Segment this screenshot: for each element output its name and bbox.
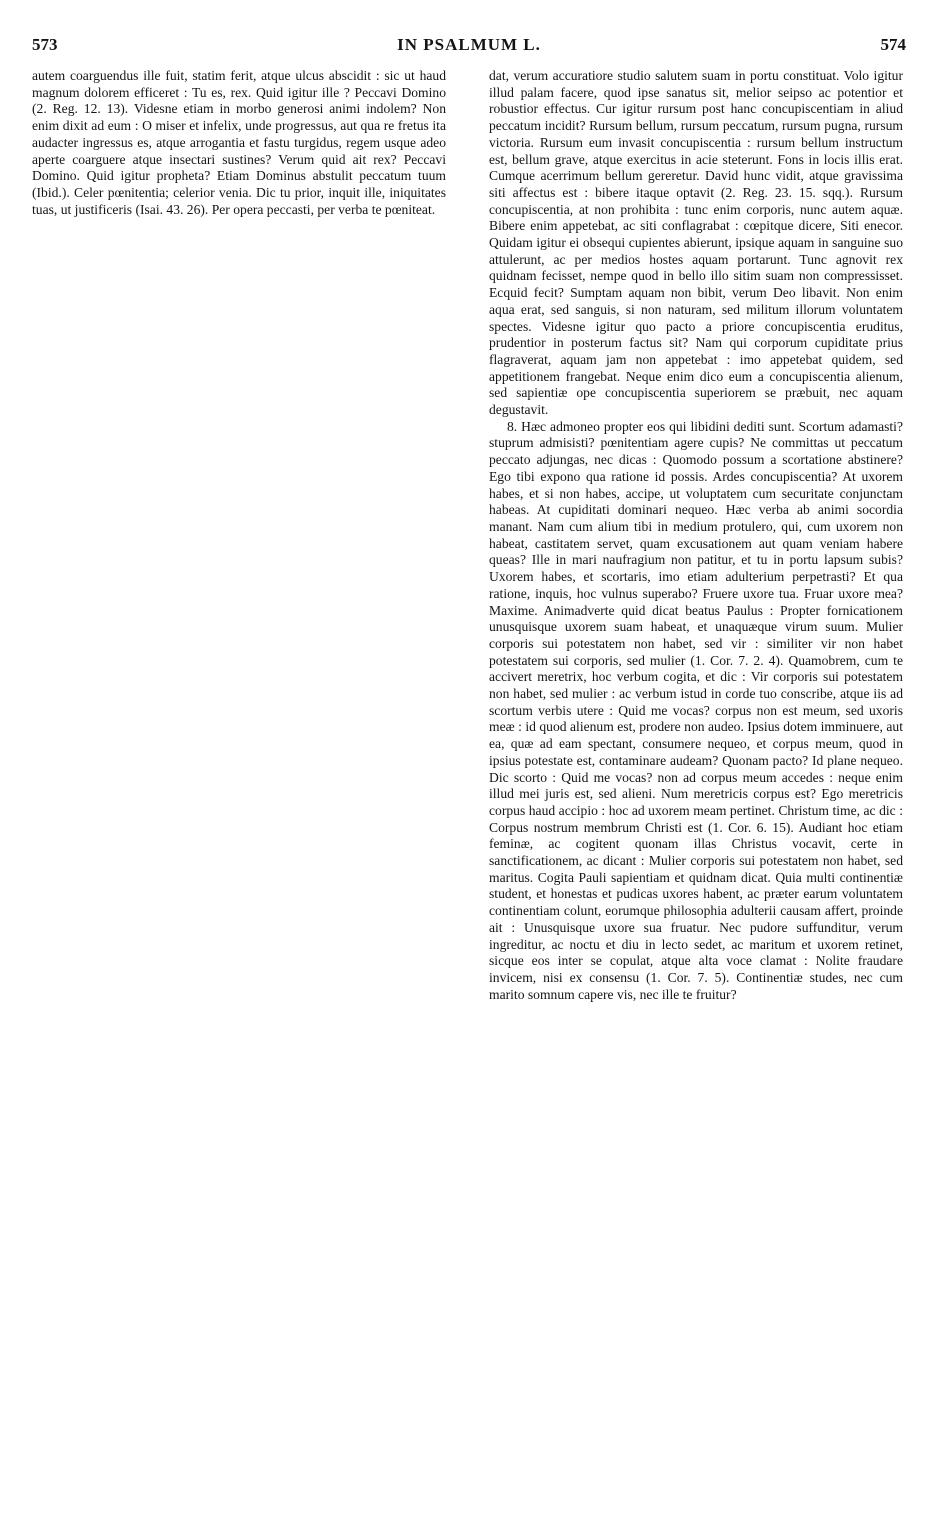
page-number-left: 573 xyxy=(32,35,58,54)
left-column xyxy=(32,68,446,1516)
running-header xyxy=(32,35,906,61)
running-title: IN PSALMUM L. xyxy=(397,35,541,54)
paragraph: 8. Hæc admoneo propter eos qui libidini dediti sunt. Scortum adamasti? stuprum admisisti? pœnitentiam agere cupis? Ne committas ut peccatum peccato adjungas, nec dicas : Quomodo possum a scortatione abstinere? Ego tibi expono qua ratione id possis. Ardes concupiscentia? At uxorem habes, et si non habes, accipe, ut voluptatem cum securitate conjunctam habeas. At cupiditati dominari nequeo. Hæc verba ab animi socordia manant. Nam cum alium tibi in medium protulero, qui, cum uxorem non habeat, castitatem servet, quam excusationem aut quam veniam habere queas? Ille in mari naufragium non patitur, et tu in portu lapsum subis? Uxorem habes, et scortaris, imo etiam adulterium perpetrasti? Et qua ratione, inquis, hoc vulnus superabo? Fruere uxore tua. Fruar uxore mea? Maxime. Animadverte quid dicat beatus Paulus : Propter fornicationem unusquisque uxorem suam habeat, et unaquæque virum suum. Mulier corporis sui potestatem non habet, sed vir : similiter vir non habet potestatem sui corporis, sed mulier (1. Cor. 7. 2. 4). Quamobrem, cum te accivert meretrix, hoc verbum cogita, et dic : Vir corporis sui potestatem non habet, sed mulier : ac verbum istud in corde tuo conscribe, atque iis ad scortum verbis utere : Quid me vocas? corpus non est meum, sed uxoris meæ : id quod alienum est, prodere non audeo. Ipsius dotem imminuere, aut ea, quæ ad eam spectant, consumere nequeo, et corpus meum, quod in ipsius potestate est, contaminare audeam? Quonam pacto? Id plane nequeo. Dic scorto : Quid me vocas? non ad corpus meum accedes : neque enim illud mei juris est, sed alieni. Num meretricis corpus est? Ego meretricis corpus haud accipio : hoc ad uxorem meam pertinet. Christum time, ac dic : Corpus nostrum membrum Christi est (1. Cor. 6. 15). Audiant hoc etiam feminæ, ac cogitent quonam illas Christus vocavit, certe in sanctificationem, ac dicant : Mulier corporis sui potestatem non habet, sed maritus. Cogita Pauli sapientiam et quidnam dicat. Quia multi continentiæ student, et honestas et pudicas uxores habent, ac præter earum voluntatem continentiam colunt, eorumque philosophia adulterii causam affert, proinde ait : Unusquisque uxore sua fruatur. Nec pudore suffunditur, verum ingreditur, ac noctu et diu in lecto sedet, ac maritum et uxorem retinet, sicque eos inter se copulat, atque alta voce clamat : Nolite fraudare invicem, nisi ex consensu (1. Cor. 7. 5). Continentiæ studes, nec cum marito somnum capere vis, nec ille te fruitur? xyxy=(489,418,903,1002)
paragraph: autem coarguendus ille fuit, statim ferit, atque ulcus abscidit : sic ut haud magnum dolorem efficeret : Tu es, rex. Quid igitur ille ? Peccavi Domino (2. Reg. 12. 13). Videsne etiam in morbo generosi animi indolem? Non enim dixit ad eum : O miser et infelix, unde progressus, aut qua re fretus ita audacter ingressus es, atque arrogantia et fastu turgidus, regem usque adeo aperte coarguere atque insectari sustines? Verum quid ait rex? Peccavi Domino. Quid igitur propheta? Etiam Dominus abstulit peccatum tuum (Ibid.). Celer pœnitentia; celerior venia. Dic tu prior, inquit ille, iniquitates tuas, ut justificeris (Isai. 43. 26). Per opera peccasti, per verba te pœniteat. xyxy=(32,68,446,217)
right-column xyxy=(489,68,903,1516)
page-number-right: 574 xyxy=(880,35,906,54)
paragraph: dat, verum accuratiore studio salutem suam in portu constituat. Volo igitur illud palam facere, quod ipse sanatus sit, melior seipso ac potentior et robustior effectus. Cur igitur rursum post hanc concupiscentiam in aliud peccatum incidit? Rursum bellum, rursum peccatum, rursum pugna, rursum victoria. Rursum eum invasit concupiscentia : rursum bellum instructum est, bellum grave, atque exercitus in acie steterunt. Fons in locis illis erat. Cumque acerrimum bellum gereretur. David hunc vidit, atque gravissima siti affectus est : bibere itaque optavit (2. Reg. 23. 15. sqq.). Rursum concupiscentia, at non prohibita : tunc enim corporis, nunc autem aquæ. Bibere enim appetebat, ac siti conflagrabat : cœpitque dicere, Siti enecor. Quidam igitur ei obsequi cupientes abierunt, ipsique aquam in sanguine suo attulerunt, ac per medios hostes aquam portarunt. Tunc agnovit rex quidnam fecisset, nempe quod in bello illo sitim suam non compressisset. Ecquid fecit? Sumptam aquam non bibit, verum Deo libavit. Non enim aqua erat, sed sanguis, si non naturam, sed militum illorum voluntatem spectes. Videsne igitur quo pacto a priore concupiscentia eruditus, prudentior in posterum factus sit? Nam qui corporum cupiditate prius flagraverat, aquam jam non appetebat : imo appetebat quidem, sed appetitionem frangebat. Neque enim dico eum a concupiscentia alienum, sed sapientiæ ope concupiscentia superiorem se præbuit, nec aquam degustavit. xyxy=(489,68,903,418)
